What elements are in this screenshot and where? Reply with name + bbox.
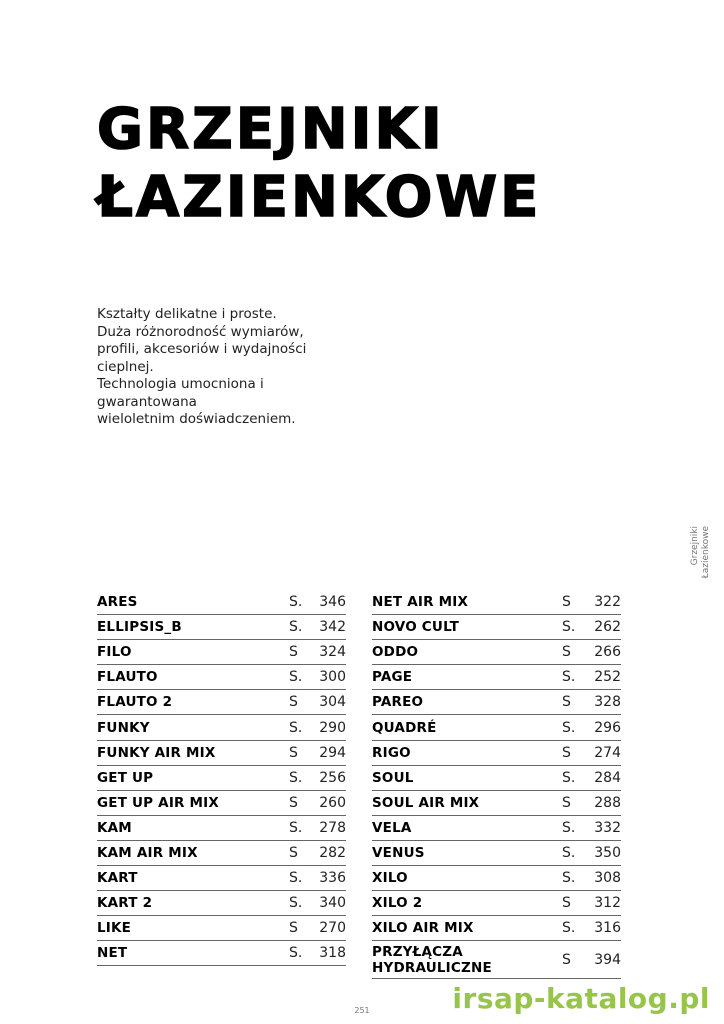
index-row[interactable]: [372, 941, 621, 979]
page-reference: 270: [319, 920, 346, 937]
page-reference: 278: [319, 819, 346, 836]
product-name: NET: [97, 945, 128, 962]
page-reference: 296: [594, 719, 621, 736]
product-name: FUNKY AIR MIX: [97, 744, 216, 761]
product-name: QUADRÉ: [372, 719, 437, 736]
page-reference: 328: [594, 694, 621, 711]
index-row[interactable]: [372, 640, 621, 665]
product-name: GET UP: [97, 769, 154, 786]
page-reference: 260: [319, 794, 346, 811]
product-name: SOUL AIR MIX: [372, 794, 480, 811]
index-row[interactable]: [372, 766, 621, 791]
intro-line: cieplnej.: [97, 358, 154, 375]
product-name: PRZYŁĄCZA HYDRAULICZNE: [372, 943, 492, 976]
product-name: LIKE: [97, 920, 132, 937]
product-name: PAREO: [372, 694, 424, 711]
page-prefix: S: [562, 644, 571, 661]
page-reference: 304: [319, 694, 346, 711]
watermark: irsap-katalog.pl: [452, 982, 710, 1015]
page-prefix: S.: [562, 844, 576, 861]
page-reference: 294: [319, 744, 346, 761]
page-reference: 252: [594, 669, 621, 686]
index-row[interactable]: [97, 615, 346, 640]
index-row[interactable]: [97, 741, 346, 766]
page-reference: 340: [319, 895, 346, 912]
side-label-line-2: Łazienkowe: [701, 526, 711, 579]
page-prefix: S.: [562, 870, 576, 887]
page-prefix: S: [289, 644, 298, 661]
page-reference: 394: [594, 951, 621, 968]
product-name: VENUS: [372, 844, 425, 861]
index-row[interactable]: [97, 690, 346, 715]
index-row[interactable]: [372, 916, 621, 941]
index-row[interactable]: [97, 866, 346, 891]
page-prefix: S.: [562, 769, 576, 786]
page-prefix: S: [289, 794, 298, 811]
index-row[interactable]: [97, 816, 346, 841]
side-section-label: [690, 526, 716, 586]
page-prefix: S: [562, 694, 571, 711]
index-row[interactable]: [372, 791, 621, 816]
page-reference: 342: [319, 619, 346, 636]
page-reference: 316: [594, 920, 621, 937]
product-name: FLAUTO: [97, 669, 158, 686]
index-row[interactable]: [372, 715, 621, 740]
page-prefix: S.: [289, 945, 303, 962]
index-row[interactable]: [97, 941, 346, 966]
product-name: FUNKY: [97, 719, 150, 736]
index-row[interactable]: [372, 615, 621, 640]
page-reference: 274: [594, 744, 621, 761]
index-row[interactable]: [97, 665, 346, 690]
index-row[interactable]: [372, 816, 621, 841]
intro-line: gwarantowana: [97, 393, 197, 410]
page-prefix: S.: [289, 895, 303, 912]
index-column-left: [97, 590, 346, 966]
page-prefix: S.: [289, 819, 303, 836]
page-reference: 324: [319, 644, 346, 661]
page-reference: 318: [319, 945, 346, 962]
page-prefix: S.: [289, 669, 303, 686]
page-number: 251: [354, 1006, 370, 1015]
index-row[interactable]: [372, 841, 621, 866]
product-name: FILO: [97, 644, 132, 661]
product-name: KAM AIR MIX: [97, 844, 198, 861]
page-reference: 332: [594, 819, 621, 836]
product-name: RIGO: [372, 744, 411, 761]
product-name: SOUL: [372, 769, 414, 786]
index-row[interactable]: [372, 866, 621, 891]
index-column-right: [372, 590, 621, 979]
product-name: ELLIPSIS_B: [97, 619, 182, 636]
product-name: VELA: [372, 819, 412, 836]
page-prefix: S: [289, 744, 298, 761]
product-name: PAGE: [372, 669, 413, 686]
page-prefix: S.: [562, 719, 576, 736]
page-prefix: S.: [289, 870, 303, 887]
index-row[interactable]: [372, 590, 621, 615]
page-reference: 346: [319, 594, 346, 611]
page-prefix: S: [562, 744, 571, 761]
intro-line: Duża różnorodność wymiarów,: [97, 323, 304, 340]
page-reference: 308: [594, 870, 621, 887]
index-row[interactable]: [97, 916, 346, 941]
page-prefix: S.: [289, 719, 303, 736]
index-row[interactable]: [97, 590, 346, 615]
intro-line: Technologia umocniona i: [97, 376, 264, 392]
index-row[interactable]: [372, 665, 621, 690]
product-name: XILO AIR MIX: [372, 920, 474, 937]
page-prefix: S: [562, 594, 571, 611]
page-title-line-1: GRZEJNIKI: [97, 97, 445, 162]
product-name: KAM: [97, 819, 132, 836]
intro-line: profili, akcesoriów i wydajności: [97, 341, 307, 357]
page-reference: 262: [594, 619, 621, 636]
side-label-line-1: Grzejniki: [690, 526, 700, 566]
page-reference: 290: [319, 719, 346, 736]
product-name: KART: [97, 870, 138, 887]
page-prefix: S: [562, 794, 571, 811]
intro-paragraph: [97, 306, 367, 429]
page-prefix: S.: [289, 769, 303, 786]
page-prefix: S: [562, 951, 571, 968]
product-name: FLAUTO 2: [97, 694, 173, 711]
page-reference: 282: [319, 844, 346, 861]
page-title-line-2: ŁAZIENKOWE: [97, 165, 542, 230]
product-name: ODDO: [372, 644, 419, 661]
index-row[interactable]: [97, 891, 346, 916]
page-prefix: S.: [562, 819, 576, 836]
page-reference: 322: [594, 594, 621, 611]
page-prefix: S: [289, 920, 298, 937]
page-reference: 288: [594, 794, 621, 811]
product-name: NOVO CULT: [372, 619, 460, 636]
index-row[interactable]: [97, 791, 346, 816]
page-reference: 284: [594, 769, 621, 786]
index-row[interactable]: [372, 891, 621, 916]
page-reference: 350: [594, 844, 621, 861]
product-name: KART 2: [97, 895, 153, 912]
page-prefix: S: [289, 844, 298, 861]
index-row[interactable]: [372, 741, 621, 766]
intro-line: wieloletnim doświadczeniem.: [97, 411, 296, 427]
page-reference: 266: [594, 644, 621, 661]
page-title: [97, 96, 541, 232]
page-prefix: S: [562, 895, 571, 912]
page-prefix: S.: [289, 619, 303, 636]
intro-line: Kształty delikatne i proste.: [97, 306, 277, 322]
product-name: GET UP AIR MIX: [97, 794, 219, 811]
page-prefix: S.: [562, 920, 576, 937]
product-name: ARES: [97, 594, 138, 611]
page-reference: 256: [319, 769, 346, 786]
page-prefix: S.: [289, 594, 303, 611]
index-row[interactable]: [97, 766, 346, 791]
page-reference: 312: [594, 895, 621, 912]
index-row[interactable]: [372, 690, 621, 715]
index-row[interactable]: [97, 640, 346, 665]
page-prefix: S.: [562, 619, 576, 636]
product-name: NET AIR MIX: [372, 594, 469, 611]
page-reference: 336: [319, 870, 346, 887]
index-row[interactable]: [97, 715, 346, 740]
product-name: XILO 2: [372, 895, 423, 912]
product-name: XILO: [372, 870, 408, 887]
index-row[interactable]: [97, 841, 346, 866]
page-reference: 300: [319, 669, 346, 686]
page-prefix: S: [289, 694, 298, 711]
page-prefix: S.: [562, 669, 576, 686]
